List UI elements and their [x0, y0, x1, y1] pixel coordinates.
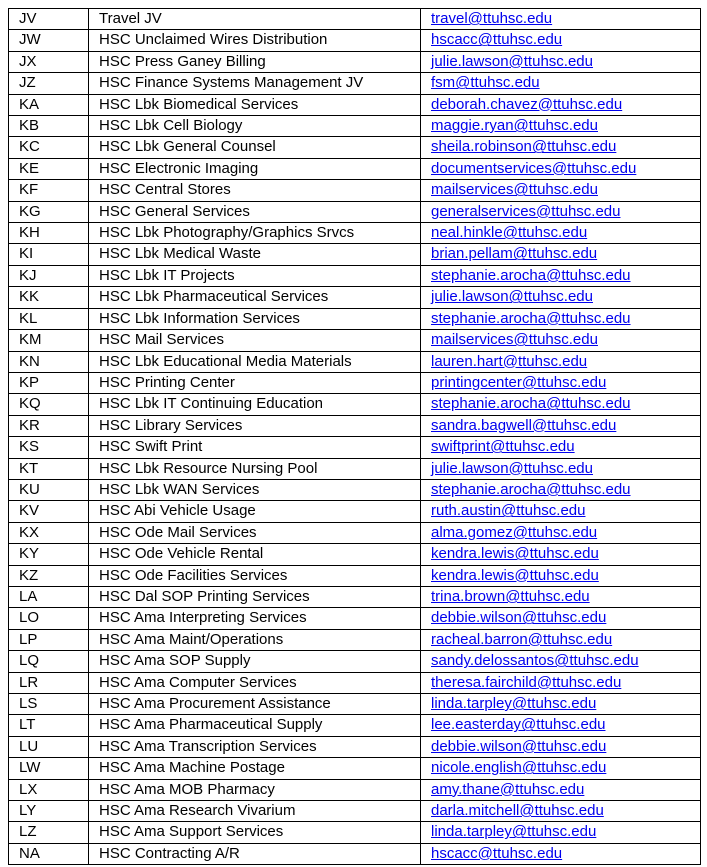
account-code-cell: NA	[9, 843, 89, 864]
email-link[interactable]: debbie.wilson@ttuhsc.edu	[431, 609, 607, 627]
account-code-cell: LO	[9, 608, 89, 629]
email-cell	[421, 201, 701, 222]
table-row	[9, 801, 701, 822]
description-cell: HSC Dal SOP Printing Services	[89, 586, 421, 607]
account-code-cell: KN	[9, 351, 89, 372]
account-code-cell: LP	[9, 629, 89, 650]
email-link[interactable]: swiftprint@ttuhsc.edu	[431, 438, 575, 456]
table-row	[9, 758, 701, 779]
email-cell	[421, 116, 701, 137]
table-row	[9, 479, 701, 500]
table-row	[9, 394, 701, 415]
account-code-cell: LR	[9, 672, 89, 693]
email-cell	[421, 544, 701, 565]
description-cell: HSC Lbk Cell Biology	[89, 116, 421, 137]
email-cell	[421, 843, 701, 864]
email-link[interactable]: amy.thane@ttuhsc.edu	[431, 780, 585, 798]
account-code-cell: LA	[9, 586, 89, 607]
email-link[interactable]: maggie.ryan@ttuhsc.edu	[431, 117, 598, 135]
account-code-cell: KI	[9, 244, 89, 265]
account-code-cell: KB	[9, 116, 89, 137]
table-row	[9, 9, 701, 30]
account-contact-table	[8, 8, 701, 865]
account-code-cell: KT	[9, 458, 89, 479]
description-cell: HSC Central Stores	[89, 180, 421, 201]
email-cell	[421, 287, 701, 308]
table-row	[9, 843, 701, 864]
description-cell: HSC Contracting A/R	[89, 843, 421, 864]
email-link[interactable]: stephanie.arocha@ttuhsc.edu	[431, 266, 631, 284]
account-code-cell: KX	[9, 522, 89, 543]
description-cell: HSC Ama Maint/Operations	[89, 629, 421, 650]
description-cell: HSC Ama Research Vivarium	[89, 801, 421, 822]
email-cell	[421, 394, 701, 415]
email-link[interactable]: stephanie.arocha@ttuhsc.edu	[431, 480, 631, 498]
table-row	[9, 779, 701, 800]
email-cell	[421, 479, 701, 500]
email-link[interactable]: darla.mitchell@ttuhsc.edu	[431, 802, 604, 820]
email-link[interactable]: linda.tarpley@ttuhsc.edu	[431, 695, 597, 712]
account-code-cell: KG	[9, 201, 89, 222]
email-cell	[421, 137, 701, 158]
description-cell: HSC Electronic Imaging	[89, 158, 421, 179]
account-code-cell: JW	[9, 30, 89, 51]
description-cell: HSC Abi Vehicle Usage	[89, 501, 421, 522]
description-cell: HSC Ama Machine Postage	[89, 758, 421, 779]
email-cell	[421, 458, 701, 479]
email-cell	[421, 265, 701, 286]
description-cell: HSC Lbk Photography/Graphics Srvcs	[89, 223, 421, 244]
account-code-cell: KL	[9, 308, 89, 329]
account-code-cell: LZ	[9, 822, 89, 843]
email-link[interactable]: deborah.chavez@ttuhsc.edu	[431, 95, 623, 113]
email-link[interactable]: kendra.lewis@ttuhsc.edu	[431, 545, 599, 563]
table-body	[9, 9, 701, 865]
account-code-cell: LQ	[9, 651, 89, 672]
table-row	[9, 822, 701, 843]
email-cell	[421, 415, 701, 436]
description-cell: HSC Lbk Educational Media Materials	[89, 351, 421, 372]
email-cell	[421, 672, 701, 693]
table-row	[9, 180, 701, 201]
account-code-cell: KY	[9, 544, 89, 565]
description-cell: HSC Lbk Information Services	[89, 308, 421, 329]
table-row	[9, 137, 701, 158]
email-link[interactable]: debbie.wilson@ttuhsc.edu	[431, 737, 607, 755]
description-cell: HSC Finance Systems Management JV	[89, 73, 421, 94]
email-cell	[421, 715, 701, 736]
description-cell: HSC Lbk Resource Nursing Pool	[89, 458, 421, 479]
email-link[interactable]: travel@ttuhsc.edu	[431, 10, 553, 27]
email-link[interactable]: generalservices@ttuhsc.edu	[431, 202, 621, 220]
account-code-cell: KP	[9, 372, 89, 393]
table-row	[9, 565, 701, 586]
table-row	[9, 223, 701, 244]
table-row	[9, 501, 701, 522]
account-code-cell: KE	[9, 158, 89, 179]
email-cell	[421, 437, 701, 458]
table-row	[9, 265, 701, 286]
email-cell	[421, 501, 701, 522]
table-row	[9, 694, 701, 715]
account-code-cell: KR	[9, 415, 89, 436]
account-code-cell: KF	[9, 180, 89, 201]
table-row	[9, 608, 701, 629]
description-cell: HSC Press Ganey Billing	[89, 51, 421, 72]
description-cell: HSC Unclaimed Wires Distribution	[89, 30, 421, 51]
table-row	[9, 715, 701, 736]
email-cell	[421, 351, 701, 372]
email-link[interactable]: kendra.lewis@ttuhsc.edu	[431, 566, 599, 584]
email-link[interactable]: mailservices@ttuhsc.edu	[431, 181, 598, 199]
table-row	[9, 544, 701, 565]
description-cell: HSC Ode Mail Services	[89, 522, 421, 543]
email-link[interactable]: sheila.robinson@ttuhsc.edu	[431, 138, 617, 156]
email-link[interactable]: trina.brown@ttuhsc.edu	[431, 587, 590, 605]
email-cell	[421, 9, 701, 30]
email-link[interactable]: ruth.austin@ttuhsc.edu	[431, 502, 586, 520]
table-row	[9, 372, 701, 393]
email-cell	[421, 651, 701, 672]
email-cell	[421, 372, 701, 393]
account-code-cell: JV	[9, 9, 89, 30]
description-cell: HSC Ama Computer Services	[89, 672, 421, 693]
email-link[interactable]: alma.gomez@ttuhsc.edu	[431, 523, 598, 541]
description-cell: HSC Printing Center	[89, 372, 421, 393]
email-cell	[421, 694, 701, 715]
email-cell	[421, 801, 701, 822]
account-code-cell: KK	[9, 287, 89, 308]
email-cell	[421, 330, 701, 351]
table-row	[9, 287, 701, 308]
email-link[interactable]: neal.hinkle@ttuhsc.edu	[431, 224, 588, 242]
email-cell	[421, 180, 701, 201]
description-cell: HSC Lbk Biomedical Services	[89, 94, 421, 115]
table-row	[9, 458, 701, 479]
account-code-cell: KU	[9, 479, 89, 500]
email-link[interactable]: julie.lawson@ttuhsc.edu	[431, 52, 593, 70]
table-row	[9, 308, 701, 329]
email-cell	[421, 586, 701, 607]
email-cell	[421, 522, 701, 543]
account-code-cell: LY	[9, 801, 89, 822]
account-code-cell: KC	[9, 137, 89, 158]
account-code-cell: LU	[9, 736, 89, 757]
account-code-cell: LT	[9, 715, 89, 736]
table-row	[9, 437, 701, 458]
table-row	[9, 330, 701, 351]
table-row	[9, 51, 701, 72]
account-code-cell: KH	[9, 223, 89, 244]
email-link[interactable]: nicole.english@ttuhsc.edu	[431, 759, 607, 777]
description-cell: HSC Lbk WAN Services	[89, 479, 421, 500]
description-cell: HSC Lbk Pharmaceutical Services	[89, 287, 421, 308]
table-row	[9, 351, 701, 372]
email-cell	[421, 94, 701, 115]
table-row	[9, 586, 701, 607]
account-code-cell: LW	[9, 758, 89, 779]
account-code-cell: JZ	[9, 73, 89, 94]
email-link[interactable]: sandra.bagwell@ttuhsc.edu	[431, 416, 617, 434]
description-cell: HSC Ama Transcription Services	[89, 736, 421, 757]
email-link[interactable]: brian.pellam@ttuhsc.edu	[431, 245, 598, 263]
description-cell: HSC Lbk Medical Waste	[89, 244, 421, 265]
description-cell: HSC Lbk IT Continuing Education	[89, 394, 421, 415]
table-row	[9, 415, 701, 436]
table-row	[9, 629, 701, 650]
description-cell: HSC Mail Services	[89, 330, 421, 351]
email-link[interactable]: sandy.delossantos@ttuhsc.edu	[431, 652, 639, 670]
account-code-cell: KS	[9, 437, 89, 458]
description-cell: HSC Ama SOP Supply	[89, 651, 421, 672]
table-row	[9, 651, 701, 672]
table-row	[9, 672, 701, 693]
email-cell	[421, 73, 701, 94]
email-link[interactable]: racheal.barron@ttuhsc.edu	[431, 630, 613, 648]
email-link[interactable]: hscacc@ttuhsc.edu	[431, 844, 563, 862]
email-cell	[421, 223, 701, 244]
email-cell	[421, 629, 701, 650]
email-link[interactable]: lauren.hart@ttuhsc.edu	[431, 352, 588, 370]
description-cell: HSC Ama Interpreting Services	[89, 608, 421, 629]
email-link[interactable]: mailservices@ttuhsc.edu	[431, 331, 598, 349]
table-row	[9, 158, 701, 179]
email-link[interactable]: hscacc@ttuhsc.edu	[431, 31, 563, 49]
email-link[interactable]: documentservices@ttuhsc.edu	[431, 159, 637, 177]
description-cell: HSC Ode Vehicle Rental	[89, 544, 421, 565]
description-cell: HSC Ama Procurement Assistance	[89, 694, 421, 715]
email-cell	[421, 30, 701, 51]
description-cell: HSC Lbk General Counsel	[89, 137, 421, 158]
account-code-cell: LX	[9, 779, 89, 800]
table-row	[9, 244, 701, 265]
table-row	[9, 94, 701, 115]
email-link[interactable]: stephanie.arocha@ttuhsc.edu	[431, 395, 631, 413]
email-cell	[421, 158, 701, 179]
email-cell	[421, 244, 701, 265]
email-cell	[421, 308, 701, 329]
table-row	[9, 522, 701, 543]
account-code-cell: KQ	[9, 394, 89, 415]
email-link[interactable]: theresa.fairchild@ttuhsc.edu	[431, 673, 622, 691]
email-link[interactable]: lee.easterday@ttuhsc.edu	[431, 716, 606, 734]
account-code-cell: KZ	[9, 565, 89, 586]
email-cell	[421, 565, 701, 586]
description-cell: Travel JV	[89, 9, 421, 30]
email-cell	[421, 51, 701, 72]
email-link[interactable]: stephanie.arocha@ttuhsc.edu	[431, 309, 631, 327]
account-code-cell: KA	[9, 94, 89, 115]
description-cell: HSC General Services	[89, 201, 421, 222]
table-row	[9, 116, 701, 137]
email-link[interactable]: linda.tarpley@ttuhsc.edu	[431, 823, 597, 841]
email-cell	[421, 736, 701, 757]
description-cell: HSC Ama MOB Pharmacy	[89, 779, 421, 800]
account-code-cell: KM	[9, 330, 89, 351]
email-link[interactable]: julie.lawson@ttuhsc.edu	[431, 288, 593, 306]
description-cell: HSC Ama Support Services	[89, 822, 421, 843]
account-code-cell: JX	[9, 51, 89, 72]
email-cell	[421, 608, 701, 629]
description-cell: HSC Lbk IT Projects	[89, 265, 421, 286]
table-row	[9, 73, 701, 94]
description-cell: HSC Swift Print	[89, 437, 421, 458]
account-code-cell: LS	[9, 694, 89, 715]
table-row	[9, 736, 701, 757]
email-cell	[421, 779, 701, 800]
email-cell	[421, 758, 701, 779]
email-cell	[421, 822, 701, 843]
account-code-cell: KJ	[9, 265, 89, 286]
description-cell: HSC Library Services	[89, 415, 421, 436]
email-link[interactable]: printingcenter@ttuhsc.edu	[431, 373, 607, 391]
description-cell: HSC Ama Pharmaceutical Supply	[89, 715, 421, 736]
table-row	[9, 201, 701, 222]
email-link[interactable]: fsm@ttuhsc.edu	[431, 74, 540, 92]
account-code-cell: KV	[9, 501, 89, 522]
table-row	[9, 30, 701, 51]
description-cell: HSC Ode Facilities Services	[89, 565, 421, 586]
email-link[interactable]: julie.lawson@ttuhsc.edu	[431, 459, 593, 477]
